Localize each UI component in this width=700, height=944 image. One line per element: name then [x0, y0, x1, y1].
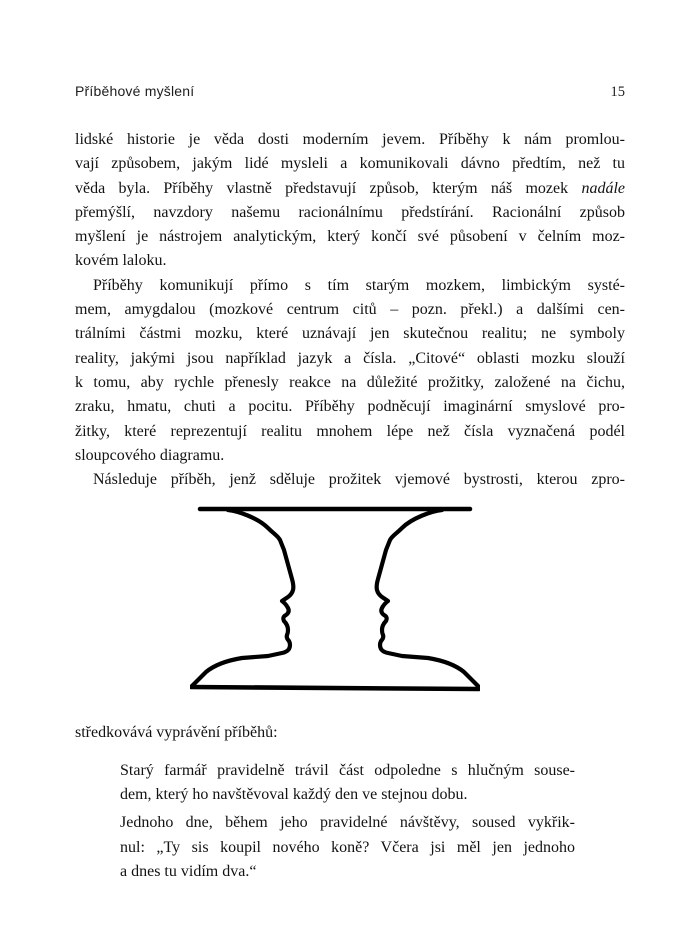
text-line: kovém laloku.	[75, 252, 167, 270]
text-line: Příběhy komunikují přímo s tím starým mozkem, limbickým systé-	[93, 276, 625, 294]
text-line: věda byla. Příběhy vlastně představují způsob, kterým náš mozek nadále	[75, 179, 625, 197]
text-line: trálními částmi mozku, které uznávají jen skutečnou realitu; ne symboly	[75, 325, 625, 343]
body-paragraph-1	[75, 128, 625, 274]
text-line: mem, amygdalou (mozkové centrum citů – pozn. překl.) a dalšími cen-	[75, 301, 625, 319]
text-line: myšlení je nástrojem analytickým, který končí své působení v čelním moz-	[75, 228, 625, 246]
body-paragraph-3	[75, 468, 625, 492]
face-profile-left	[191, 510, 293, 687]
story-quote	[120, 759, 575, 884]
text-line: dem, který ho navštěvoval každý den ve stejnou dobu.	[120, 786, 468, 804]
text-line: reality, jakými jsou například jazyk a čísla. „Citové“ oblasti mozku slouží	[75, 349, 625, 367]
body-paragraph-continuation	[75, 721, 625, 745]
quote-paragraph-1	[120, 759, 575, 808]
text-line: k tomu, aby rychle přenesly reakce na důležité prožitky, založené na čichu,	[75, 373, 625, 391]
text-line: přemýšlí, navzdory našemu racionálnímu předstírání. Racionální způsob	[75, 203, 625, 221]
face-profile-right	[377, 510, 479, 687]
text-line: žitky, které reprezentují realitu mnohem lépe než čísla vyznačená podél	[75, 422, 625, 440]
text-line: Jednoho dne, během jeho pravidelné návštěvy, soused vykřik-	[120, 814, 575, 832]
text-line: nul: „Ty sis koupil nového koně? Včera jsi měl jen jednoho	[120, 838, 575, 856]
page-body	[75, 128, 625, 884]
body-paragraph-2	[75, 274, 625, 468]
text-line: Starý farmář pravidelně trávil část odpoledne s hlučným souse-	[120, 761, 575, 779]
rubin-vase-figure	[190, 500, 480, 695]
vase-base-line	[191, 687, 479, 689]
text-line: a dnes tu vidím dva.“	[120, 862, 257, 880]
text-line: vají způsobem, jakým lidé mysleli a komunikovali dávno předtím, než tu	[75, 155, 625, 173]
text-line: lidské historie je věda dosti moderním jevem. Příběhy k nám promlou-	[75, 131, 625, 148]
running-head: Příběhové myšlení	[75, 83, 195, 99]
page-header	[75, 82, 625, 101]
quote-paragraph-2	[120, 811, 575, 884]
text-line: sloupcového diagramu.	[75, 446, 225, 464]
rubin-vase-illusion-drawing	[190, 500, 480, 695]
page-number: 15	[610, 84, 625, 100]
text-line: Následuje příběh, jenž sděluje prožitek vjemové bystrosti, kterou zpro-	[93, 471, 625, 489]
text-line: středkovává vyprávění příběhů:	[75, 724, 278, 742]
text-line: zraku, hmatu, chuti a pocitu. Příběhy podněcují imaginární smyslové pro-	[75, 398, 625, 416]
